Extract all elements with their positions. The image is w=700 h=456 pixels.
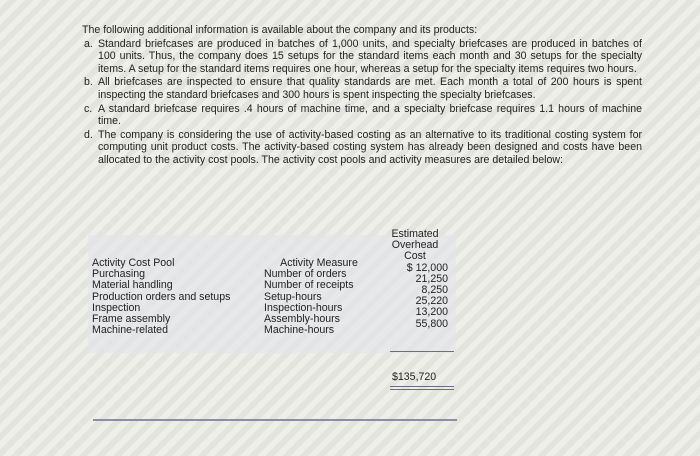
table-cell-cost: 13,200 <box>415 306 448 319</box>
item-marker: a. <box>84 37 93 50</box>
item-text: All briefcases are inspected to ensure that quality standards are met. Each month a total of 200 hours is spent inspecting the standard briefcases and 300 hours is spent inspecting the specialty briefcases. <box>98 76 642 101</box>
list-item <box>82 38 642 76</box>
measure-header: Activity Measure <box>280 257 358 269</box>
measure-column <box>264 258 374 336</box>
pool-column <box>92 258 264 336</box>
table-cell-pool: Material handling <box>92 279 173 292</box>
item-marker: b. <box>84 76 93 89</box>
table-cell-measure: Number of orders <box>264 268 347 281</box>
total-cost: $135,720 <box>392 371 437 383</box>
cost-column <box>374 229 448 330</box>
list-item <box>82 76 642 101</box>
table-cell-measure: Machine-hours <box>264 324 335 337</box>
table-cell-measure: Assembly-hours <box>264 312 340 325</box>
table-cell-measure: Number of receipts <box>264 279 354 292</box>
pool-header: Activity Cost Pool <box>92 257 175 269</box>
list-item <box>82 103 642 128</box>
subtotal-rule <box>390 351 454 352</box>
cost-header-line1: Estimated <box>391 228 439 240</box>
table-cell-cost: 25,220 <box>415 295 448 308</box>
intro-text: The following additional information is available about the company and its products: <box>82 24 478 36</box>
item-marker: c. <box>84 102 93 115</box>
table-cell-pool: Production orders and setups <box>92 290 231 303</box>
total-rule-top <box>390 386 454 387</box>
cost-header-line3: Cost <box>404 250 426 263</box>
bottom-rule <box>93 419 457 421</box>
problem-text <box>82 24 642 168</box>
list-item <box>82 129 642 167</box>
item-text: Standard briefcases are produced in batches of 1,000 units, and specialty briefcases are produced in batches of 100 units. Thus, the company does 15 setups for the standard items each month and 30 setups for the specialty items. A setup for the standard items requires one hour, whereas a setup for the specialty items requires two hours. <box>98 37 642 75</box>
table-cell-cost: 8,250 <box>421 283 448 296</box>
table-cell-pool: Inspection <box>92 301 141 314</box>
item-marker: d. <box>84 128 93 141</box>
item-text: A standard briefcase requires .4 hours of machine time, and a specialty briefcase requires 1.1 hours of machine time. <box>98 102 642 128</box>
info-list <box>82 38 642 167</box>
cost-header-line2: Overhead <box>391 239 439 252</box>
total-rule-bottom <box>390 389 454 390</box>
table-cell-cost: 21,250 <box>415 272 448 285</box>
table-cell-pool: Purchasing <box>92 268 145 281</box>
table-cell-cost: $ 12,000 <box>406 261 448 274</box>
table-cell-pool: Machine-related <box>92 324 168 337</box>
table-cell-measure: Inspection-hours <box>264 301 343 314</box>
table-cell-measure: Setup-hours <box>264 290 322 303</box>
item-text: The company is considering the use of activity-based costing as an alternative to its traditional costing system for computing unit product costs. The activity-based costing system has already been designed and costs have been allocated to the activity cost pools. The activity cost pools and activity measures are detailed below: <box>98 128 642 166</box>
table-cell-pool: Frame assembly <box>92 312 171 325</box>
table-cell-cost: 55,800 <box>415 317 448 330</box>
